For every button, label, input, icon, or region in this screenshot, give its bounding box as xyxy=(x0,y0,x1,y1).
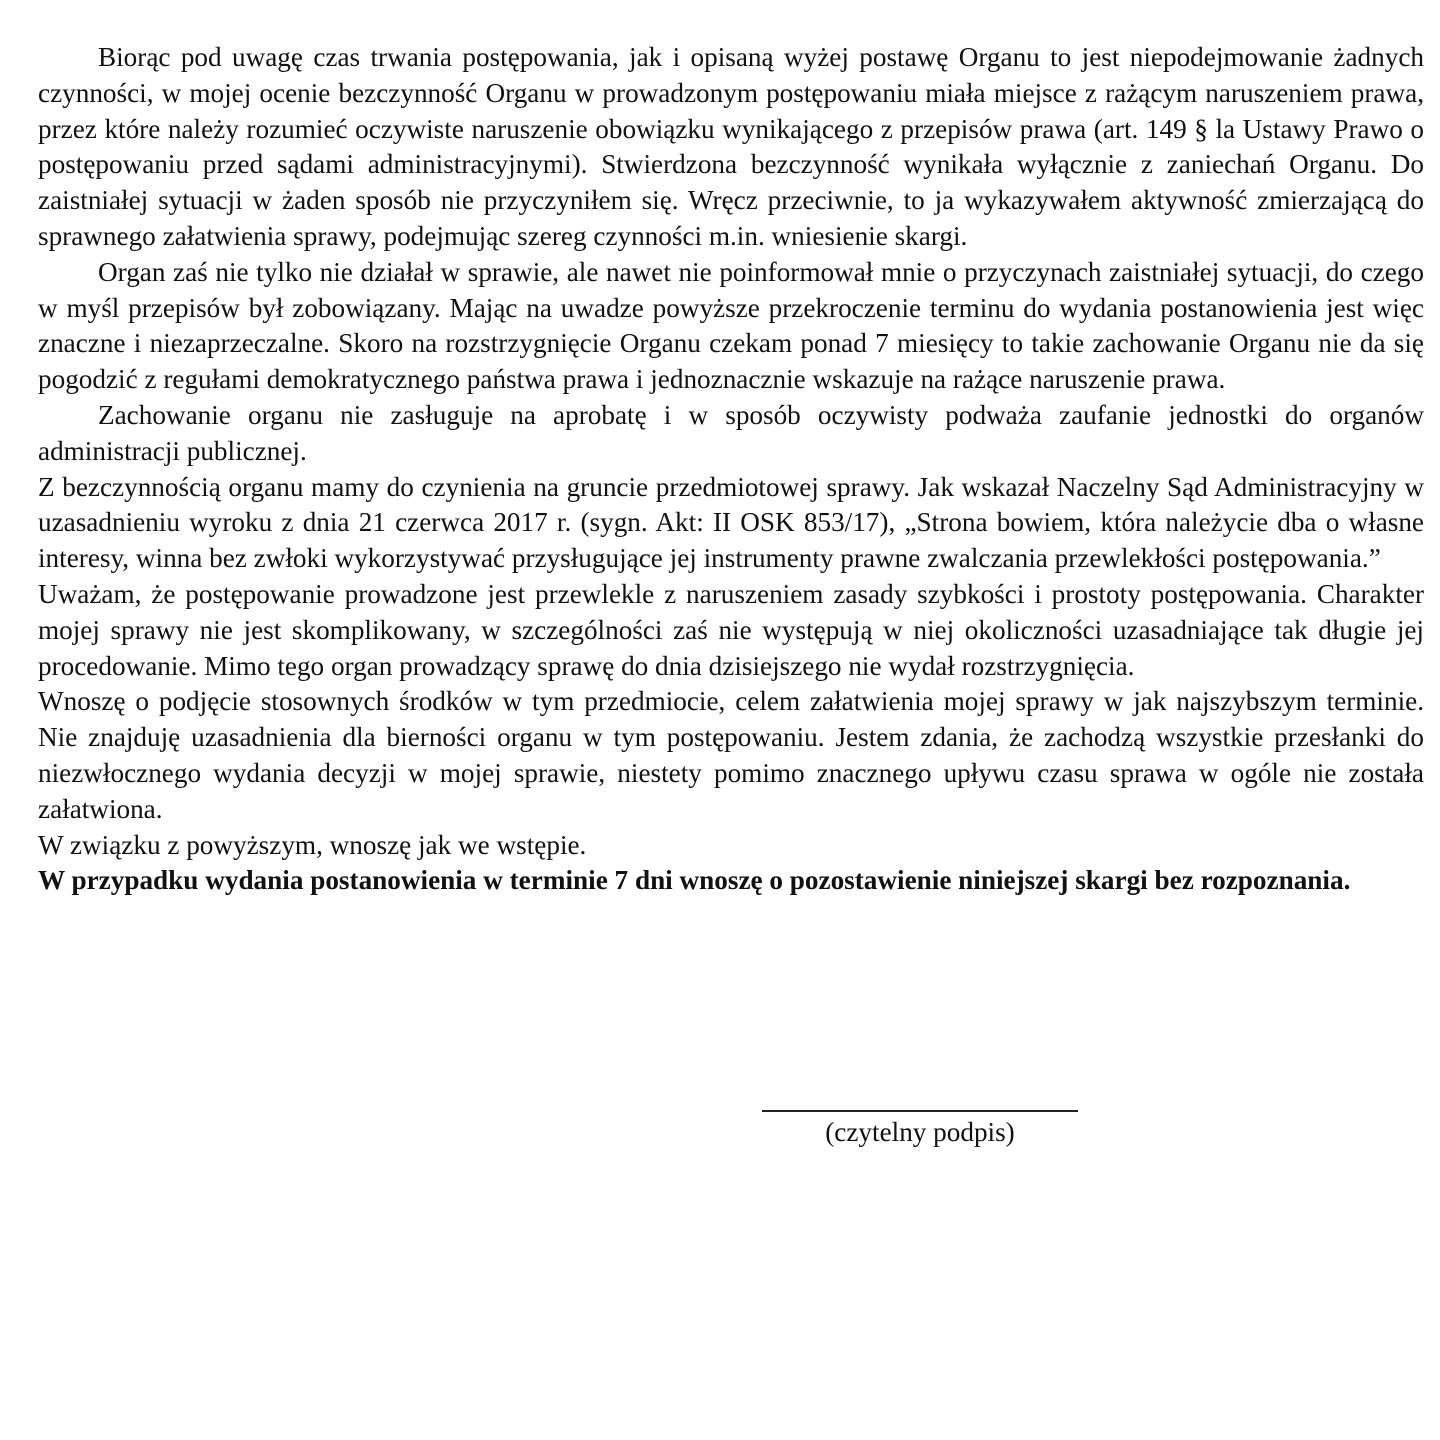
paragraph-inaction-assessment: Biorąc pod uwagę czas trwania postępowania, jak i opisaną wyżej postawę Organu to jest niepodejmowanie żadnych czynności, w mojej ocenie bezczynność Organu w prowadzonym postępowaniu miała miejsce z rażącym naruszeniem prawa, przez które należy rozumieć oczywiste naruszenie obowiązku wynikającego z przepisów prawa (art. 149 § la Ustawy Prawo o postępowaniu przed sądami administracyjnymi). Stwierdzona bezczynność wynikała wyłącznie z zaniechań Organu. Do zaistniałej sytuacji w żaden sposób nie przyczyniłem się. Wręcz przeciwnie, to ja wykazywałem aktywność zmierzającą do sprawnego załatwienia sprawy, podejmując szereg czynności m.in. wniesienie skargi. xyxy=(38,42,1424,251)
signature-caption: (czytelny podpis) xyxy=(825,1117,1015,1147)
paragraph-bold-request: W przypadku wydania postanowienia w terminie 7 dni wnoszę o pozostawienie niniejszej skargi bez rozpoznania. xyxy=(38,865,1351,896)
signature-line xyxy=(762,1110,1078,1112)
paragraph-organ-failure: Organ zaś nie tylko nie działał w sprawie, ale nawet nie poinformował mnie o przyczynach zaistniałej sytuacji, do czego w myśl przepisów był zobowiązany. Mając na uwadze powyższe przekroczenie terminu do wydania postanowienia jest więc znaczne i niezaprzeczalne. Skoro na rozstrzygnięcie Organu czekam ponad 7 miesięcy to takie zachowanie Organu nie da się pogodzić z regułami demokratycznego państwa prawa i jednoznacznie wskazuje na rażące naruszenie prawa. xyxy=(38,256,1424,395)
paragraph-request-measures: Wnoszę o podjęcie stosownych środków w tym przedmiocie, celem załatwienia mojej sprawy w jak najszybszym terminie. Nie znajduję uzasadnienia dla bierności organu w tym postępowaniu. Jestem zdania, że zachodzą wszystkie przesłanki do niezwłocznego wydania decyzji w mojej sprawie, niestety pomimo znacznego upływu czasu sprawa w ogóle nie została załatwiona. xyxy=(38,686,1424,824)
document-body xyxy=(38,40,1424,899)
paragraph-protracted-proceedings: Uważam, że postępowanie prowadzone jest przewlekle z naruszeniem zasady szybkości i prostoty postępowania. Charakter mojej sprawy nie jest skomplikowany, w szczególności zaś nie występują w niej okoliczności uzasadniające tak długie jej procedowanie. Mimo tego organ prowadzący sprawę do dnia dzisiejszego nie wydał rozstrzygnięcia. xyxy=(38,578,1424,681)
signature-block xyxy=(762,1110,1078,1150)
paragraph-trust-undermined: Zachowanie organu nie zasługuje na aprobatę i w sposób oczywisty podważa zaufanie jednostki do organów administracji publicznej. xyxy=(38,399,1424,466)
paragraph-conclusion: W związku z powyższym, wnoszę jak we wstępie. xyxy=(38,829,587,860)
paragraph-nsa-citation: Z bezczynnością organu mamy do czynienia na gruncie przedmiotowej sprawy. Jak wskazał Naczelny Sąd Administracyjny w uzasadnieniu wyroku z dnia 21 czerwca 2017 r. (sygn. Akt: II OSK 853/17), „Strona bowiem, która należycie dba o własne interesy, winna bez zwłoki wykorzystywać przysługujące jej instrumenty prawne zwalczania przewlekłości postępowania.” xyxy=(38,471,1424,574)
